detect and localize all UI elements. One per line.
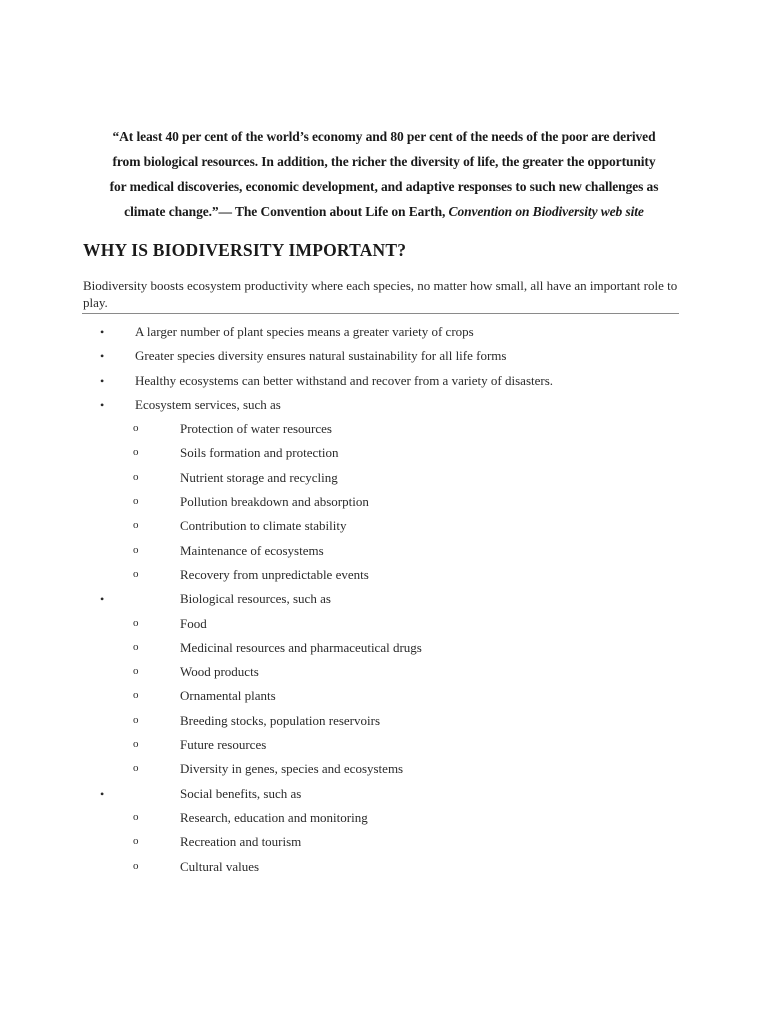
sub-list-item-text: Ornamental plants [180, 688, 276, 704]
quote-line-2: from biological resources. In addition, the richer the diversity of life, the greater the opportunity [112, 154, 656, 169]
list-item [0, 393, 768, 417]
list-item-text: A larger number of plant species means a greater variety of crops [135, 324, 474, 339]
sub-bullet-marker: o [133, 519, 139, 532]
list-item-text: Greater species diversity ensures natural sustainability for all life forms [135, 348, 507, 364]
quote-line-1: “At least 40 per cent of the world’s economy and 80 per cent of the needs of the poor are derived [112, 129, 656, 144]
quote-source: Convention on Biodiversity web site [448, 204, 644, 219]
section-heading: WHY IS BIODIVERSITY IMPORTANT? [83, 240, 407, 260]
sub-list-item-text: Soils formation and protection [180, 445, 339, 461]
sub-bullet-marker: o [133, 762, 139, 775]
sub-bullet-marker: o [133, 640, 139, 653]
sub-bullet-marker: o [133, 665, 139, 678]
sub-list-item-text: Maintenance of ecosystems [180, 542, 324, 558]
sub-list-item [0, 612, 768, 636]
sub-list-item-text: Recovery from unpredictable events [180, 566, 369, 582]
sub-bullet-marker: o [133, 689, 139, 702]
sub-bullet-marker: o [133, 616, 139, 629]
sub-list-item-text: Diversity in genes, species and ecosystems [180, 761, 404, 777]
sub-bullet-marker: o [133, 859, 139, 872]
sub-list-item [0, 563, 768, 587]
sub-bullet-marker: o [133, 446, 139, 459]
sub-bullet-marker: o [133, 713, 139, 726]
sub-list-item-text: Pollution breakdown and absorption [180, 494, 369, 510]
intro-quote [96, 124, 672, 224]
sub-list-item [0, 684, 768, 708]
sub-list-item [0, 441, 768, 465]
quote-line-4: climate change.”— The Convention about Life on Earth, [124, 204, 446, 219]
list-item [0, 320, 768, 344]
sub-list-item-text: Protection of water resources [180, 421, 332, 437]
sub-bullet-marker: o [133, 495, 139, 508]
sub-list-item [0, 514, 768, 538]
sub-list-item-text: Research, education and monitoring [180, 809, 368, 825]
sub-list-item-text: Contribution to climate stability [180, 518, 347, 534]
sub-list-item [0, 636, 768, 660]
sub-list-item-text: Nutrient storage and recycling [180, 469, 338, 485]
sub-bullet-marker: o [133, 738, 139, 751]
horizontal-rule [82, 313, 679, 314]
sub-list-item [0, 466, 768, 490]
sub-list-item [0, 490, 768, 514]
sub-list-item [0, 830, 768, 854]
sub-list-item [0, 539, 768, 563]
bullet-marker: • [100, 592, 105, 607]
sub-list-item [0, 806, 768, 830]
quote-line-3: for medical discoveries, economic development, and adaptive responses to such new challenges as [109, 179, 659, 194]
sub-list-item-text: Food [180, 615, 207, 631]
sub-list-item [0, 417, 768, 441]
sub-list-item [0, 660, 768, 684]
sub-list-item-text: Cultural values [180, 858, 260, 874]
sub-list-item-text: Recreation and tourism [180, 834, 302, 850]
sub-bullet-marker: o [133, 422, 139, 435]
bullet-marker: • [100, 325, 105, 339]
sub-list-item [0, 757, 768, 781]
list-item [0, 344, 768, 368]
list-item-text: Biological resources, such as [180, 591, 331, 607]
sub-bullet-marker: o [133, 810, 139, 823]
bullet-marker: • [100, 786, 105, 801]
sub-list-item-text: Breeding stocks, population reservoirs [180, 712, 381, 728]
sub-list-item [0, 733, 768, 757]
sub-bullet-marker: o [133, 835, 139, 848]
bullet-marker: • [100, 349, 105, 364]
sub-list-item [0, 855, 768, 879]
sub-list-item [0, 709, 768, 733]
sub-bullet-marker: o [133, 543, 139, 556]
sub-list-item-text: Wood products [180, 664, 259, 680]
benefits-list [0, 320, 768, 879]
bullet-marker: • [100, 373, 105, 388]
intro-paragraph: Biodiversity boosts ecosystem productivity where each species, no matter how small, all have an important role to play. [83, 278, 678, 310]
list-item-text: Healthy ecosystems can better withstand and recover from a variety of disasters. [135, 372, 554, 388]
sub-bullet-marker: o [133, 567, 139, 580]
list-item [0, 782, 768, 806]
sub-list-item-text: Future resources [180, 737, 267, 753]
list-item-text: Social benefits, such as [180, 785, 302, 801]
sub-bullet-marker: o [133, 470, 139, 483]
list-item-text: Ecosystem services, such as [135, 396, 281, 412]
list-item [0, 587, 768, 611]
sub-list-item-text: Medicinal resources and pharmaceutical drugs [180, 639, 422, 655]
list-item [0, 369, 768, 393]
bullet-marker: • [100, 397, 105, 412]
